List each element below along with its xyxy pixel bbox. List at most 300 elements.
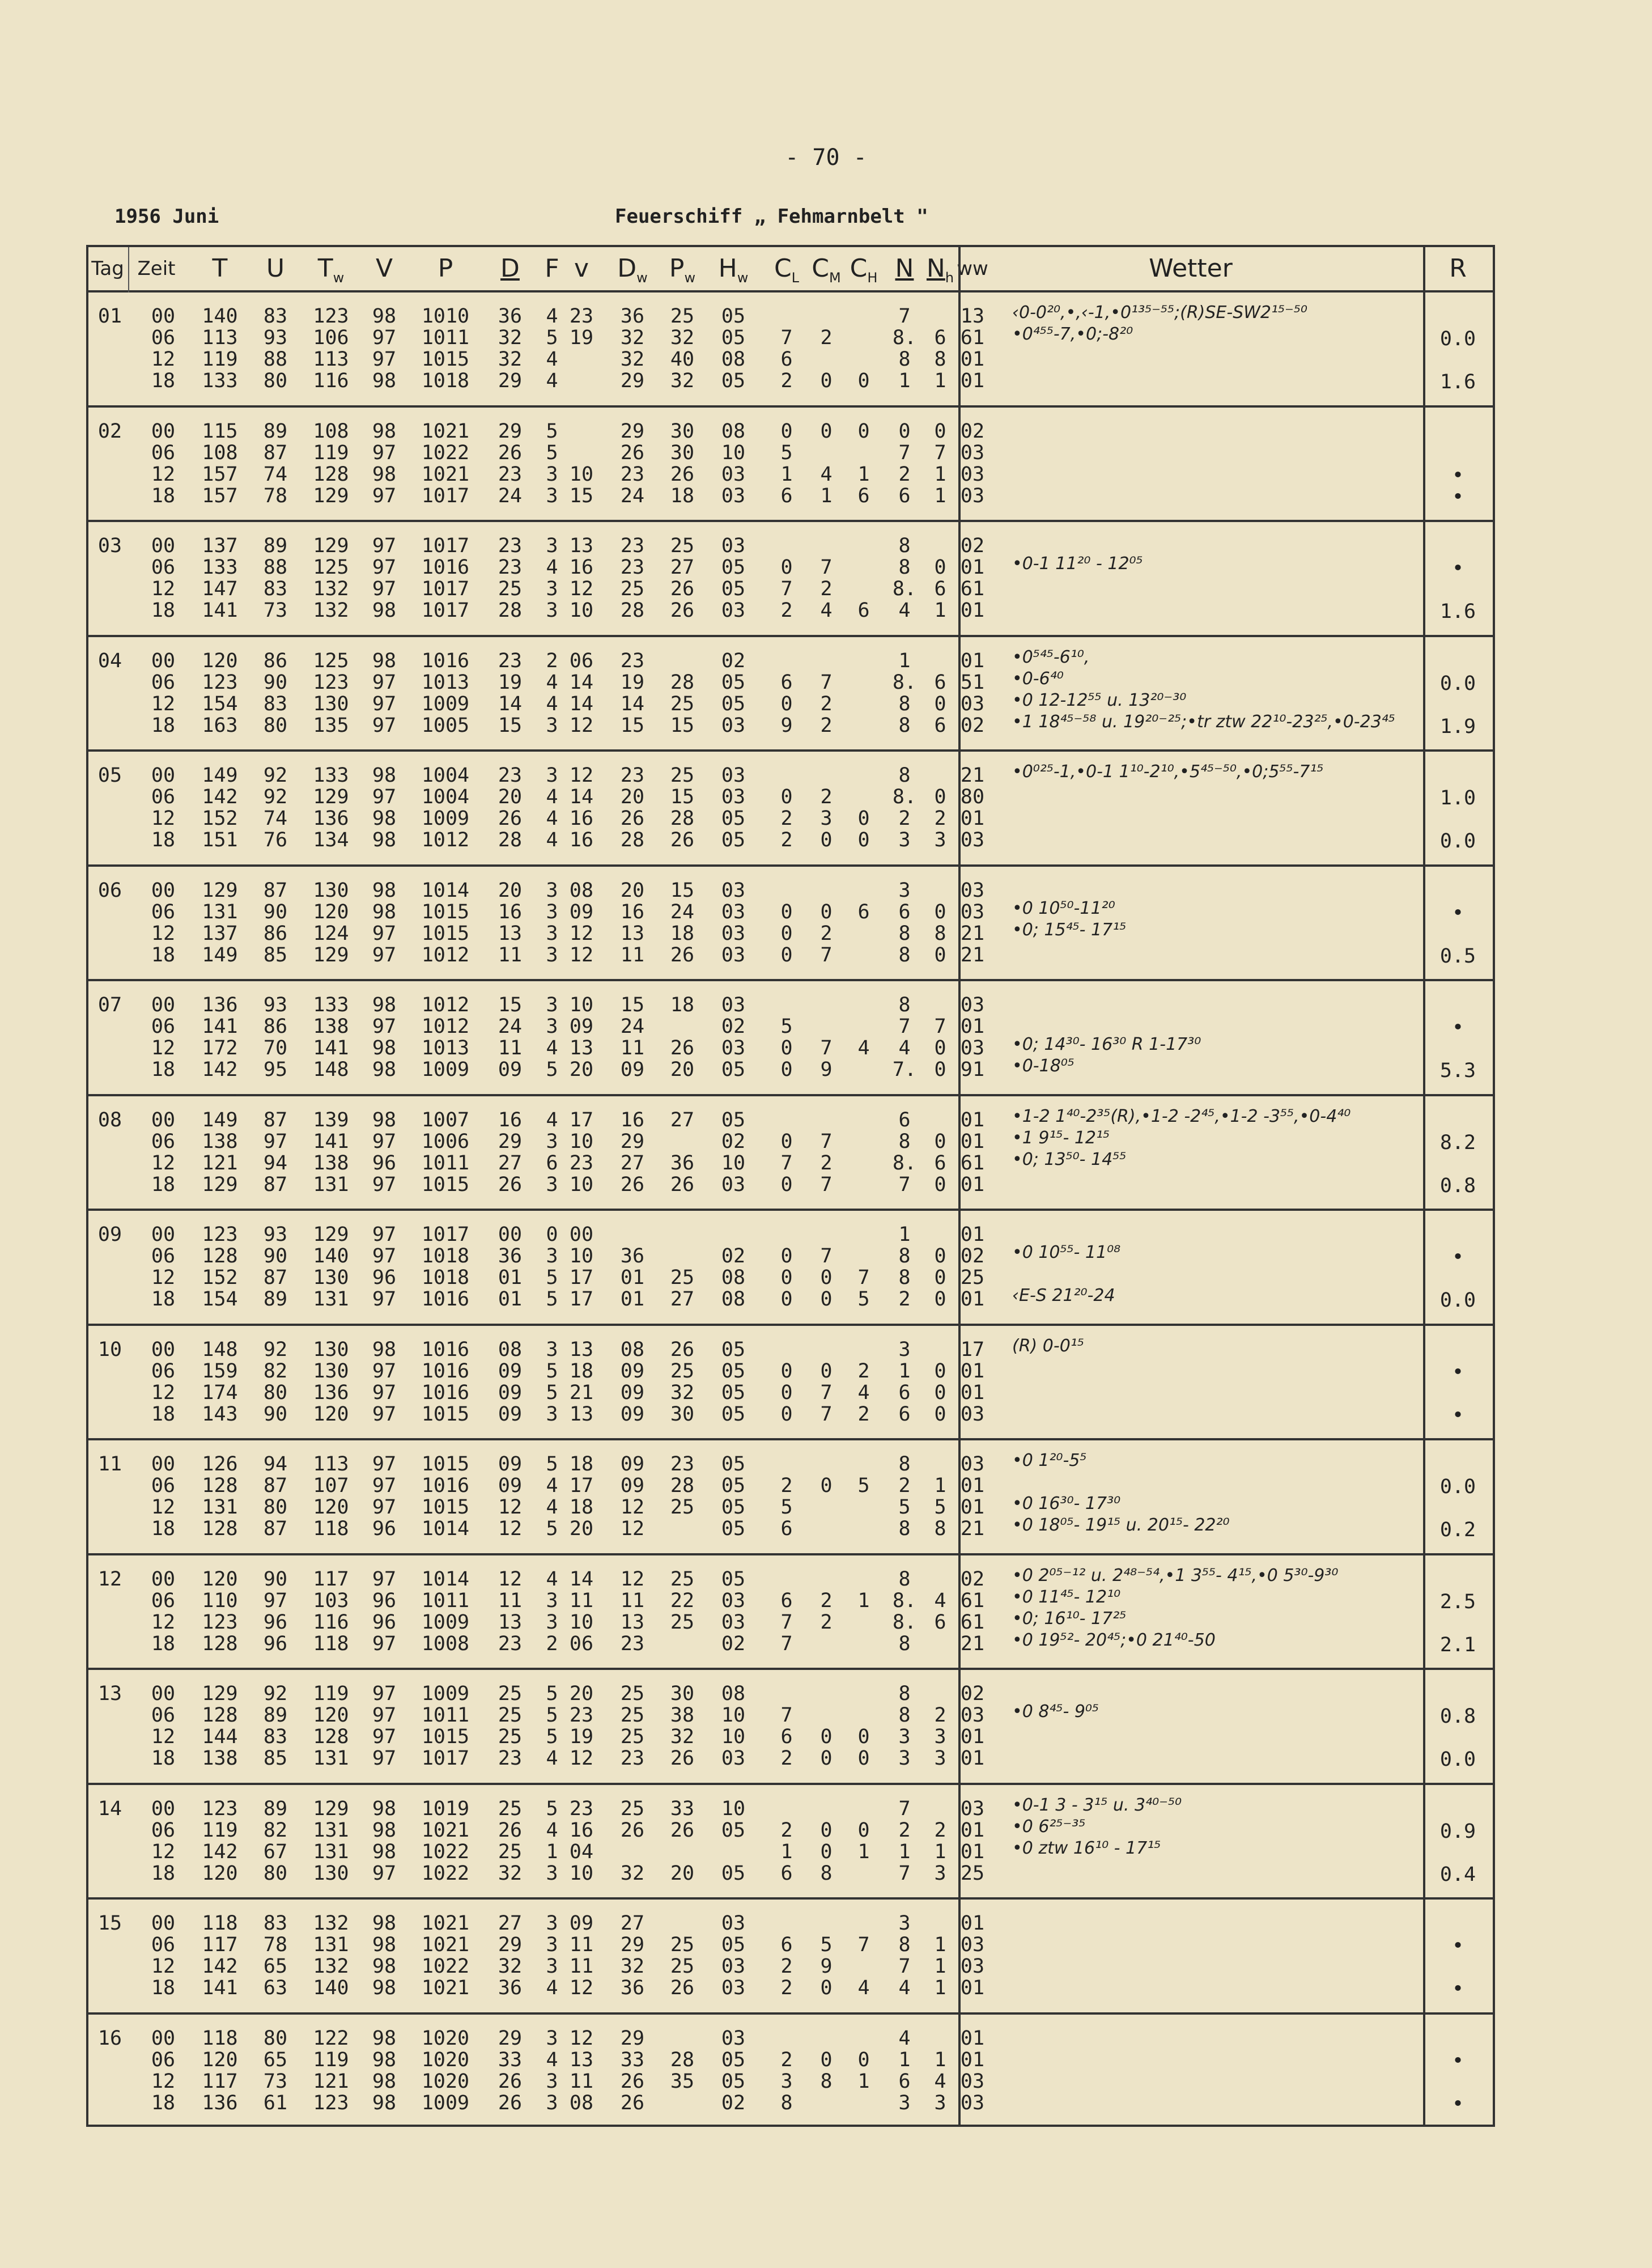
col-header-u: U [266, 254, 285, 283]
cell-v: 97 [372, 556, 397, 579]
day-block [88, 522, 1493, 637]
cell-nh: 2 [934, 1818, 946, 1842]
cell-d: 23 [498, 1632, 523, 1655]
cell-zeit: 06 [151, 556, 176, 579]
cell-zeit: 06 [151, 2048, 176, 2071]
cell-cl: 0 [780, 1245, 793, 1267]
cell-n: 1 [898, 2048, 911, 2071]
col-header-cl: $C_L$ [774, 254, 800, 286]
cell-dw: 24 [620, 1015, 645, 1038]
cell-v: 12 [569, 578, 594, 600]
cell-p: 1014 [421, 879, 470, 902]
cell-p: 1018 [421, 1266, 470, 1289]
cell-tw: 140 [313, 1977, 349, 1999]
cell-zeit: 18 [151, 484, 176, 507]
cell-v: 14 [569, 692, 594, 715]
cell-tw: 113 [313, 348, 349, 371]
cell-t: 172 [202, 1037, 238, 1059]
cell-f: 2 [546, 649, 558, 672]
cell-nh: 2 [934, 807, 946, 830]
cell-f: 4 [546, 2048, 558, 2071]
cell-ww: 25 [960, 1266, 985, 1289]
cell-zeit: 12 [151, 463, 176, 486]
cell-n: 3 [898, 1338, 911, 1361]
cell-p: 1022 [421, 1955, 470, 1978]
cell-hw: 08 [721, 419, 746, 443]
cell-tw: 122 [313, 2027, 349, 2050]
cell-u: 80 [263, 1381, 288, 1404]
cell-d: 20 [498, 879, 523, 902]
cell-d: 26 [498, 1173, 523, 1196]
cell-v: 19 [569, 1726, 594, 1748]
cell-v: 97 [372, 484, 397, 507]
cell-f: 4 [546, 671, 558, 694]
cell-dw: 09 [620, 1359, 645, 1383]
cell-pw: 32 [670, 370, 695, 392]
weather-note: •0 6²⁵⁻³⁵ [1012, 1816, 1086, 1837]
page-number: - 70 - [785, 145, 867, 171]
cell-cm: 8 [820, 2070, 833, 2093]
cell-zeit: 06 [151, 1474, 176, 1497]
cell-tw: 124 [313, 922, 349, 945]
cell-ww: 01 [960, 556, 985, 579]
cell-hw: 03 [721, 922, 746, 945]
cell-d: 26 [498, 2091, 523, 2114]
weather-note: •1 9¹⁵- 12¹⁵ [1012, 1127, 1110, 1148]
weather-note: •0 16³⁰- 17³⁰ [1012, 1494, 1121, 1514]
day-number: 06 [97, 879, 122, 902]
cell-f: 4 [546, 305, 558, 328]
cell-hw: 03 [721, 879, 746, 902]
cell-d: 09 [498, 1474, 523, 1497]
cell-v: 98 [372, 1977, 397, 1999]
cell-hw: 03 [721, 1173, 746, 1196]
col-header-n: N [895, 254, 914, 283]
cell-nh: 0 [934, 1130, 946, 1153]
cell-f: 5 [546, 419, 558, 443]
cell-hw: 05 [721, 829, 746, 851]
cell-dw: 26 [620, 441, 645, 464]
cell-p: 1016 [421, 556, 470, 579]
cell-p: 1011 [421, 327, 470, 349]
cell-nh: 1 [934, 1977, 946, 1999]
cell-n: 5 [898, 1496, 911, 1519]
cell-t: 138 [202, 1130, 238, 1153]
cell-t: 137 [202, 922, 238, 945]
cell-v: 97 [372, 714, 397, 737]
weather-note: ‹0-0²⁰,•,‹-1,•0¹³⁵⁻⁵⁵;(R)SE-SW2¹⁵⁻⁵⁰ [1012, 303, 1307, 323]
cell-f: 3 [546, 2027, 558, 2050]
cell-hw: 05 [721, 671, 746, 694]
day-block [88, 981, 1493, 1096]
cell-tw: 130 [313, 692, 349, 715]
cell-tw: 135 [313, 714, 349, 737]
cell-v: 96 [372, 1151, 397, 1175]
cell-p: 1007 [421, 1108, 470, 1131]
precipitation-value: 1.0 [1439, 787, 1476, 809]
day-block [88, 2015, 1493, 2130]
cell-cl: 0 [780, 1359, 793, 1383]
cell-v: 97 [372, 1015, 397, 1038]
cell-n: 8. [892, 1151, 917, 1175]
cell-t: 137 [202, 535, 238, 557]
cell-ch: 4 [857, 1381, 870, 1404]
cell-p: 1016 [421, 1288, 470, 1311]
cell-dw: 01 [620, 1288, 645, 1311]
cell-hw: 05 [721, 1934, 746, 1956]
cell-pw: 25 [670, 1359, 695, 1383]
cell-zeit: 18 [151, 1862, 176, 1885]
cell-pw: 28 [670, 2048, 695, 2071]
cell-hw: 05 [721, 1567, 746, 1591]
cell-p: 1021 [421, 463, 470, 486]
cell-ch: 1 [857, 463, 870, 486]
cell-v: 10 [569, 1173, 594, 1196]
cell-ww: 13 [960, 305, 985, 328]
cell-t: 149 [202, 1108, 238, 1131]
cell-hw: 08 [721, 348, 746, 371]
cell-v: 98 [372, 764, 397, 787]
cell-t: 128 [202, 1517, 238, 1540]
cell-nh: 1 [934, 463, 946, 486]
cell-v: 98 [372, 900, 397, 923]
cell-u: 83 [263, 305, 288, 328]
cell-ww: 03 [960, 1955, 985, 1978]
cell-u: 90 [263, 900, 288, 923]
cell-n: 8 [898, 943, 911, 966]
cell-hw: 03 [721, 764, 746, 787]
cell-u: 82 [263, 1359, 288, 1383]
cell-hw: 03 [721, 1912, 746, 1935]
cell-t: 120 [202, 1862, 238, 1885]
cell-hw: 05 [721, 1338, 746, 1361]
cell-v: 10 [569, 1130, 594, 1153]
cell-zeit: 00 [151, 764, 176, 787]
cell-tw: 125 [313, 649, 349, 672]
cell-zeit: 06 [151, 327, 176, 349]
cell-tw: 130 [313, 1266, 349, 1289]
cell-nh: 3 [934, 1862, 946, 1885]
cell-cl: 2 [780, 807, 793, 830]
cell-n: 7 [898, 1955, 911, 1978]
cell-cm: 0 [820, 370, 833, 392]
cell-f: 4 [546, 556, 558, 579]
cell-cm: 7 [820, 556, 833, 579]
cell-nh: 6 [934, 327, 946, 349]
cell-dw: 32 [620, 348, 645, 371]
cell-v: 16 [569, 829, 594, 851]
cell-f: 3 [546, 1015, 558, 1038]
weather-note: •0 19⁵²- 20⁴⁵;•0 21⁴⁰-50 [1012, 1630, 1216, 1650]
cell-f: 4 [546, 692, 558, 715]
cell-cm: 9 [820, 1955, 833, 1978]
cell-zeit: 18 [151, 370, 176, 392]
cell-cm: 0 [820, 1726, 833, 1748]
cell-zeit: 00 [151, 2027, 176, 2050]
cell-nh: 0 [934, 943, 946, 966]
cell-t: 154 [202, 1288, 238, 1311]
cell-t: 120 [202, 2048, 238, 2071]
cell-cl: 0 [780, 1058, 793, 1081]
cell-p: 1012 [421, 994, 470, 1016]
cell-ch: 6 [857, 484, 870, 507]
cell-v: 97 [372, 578, 397, 600]
cell-t: 136 [202, 994, 238, 1016]
cell-nh: 0 [934, 1245, 946, 1267]
weather-note: •0-1 3 - 3¹⁵ u. 3⁴⁰⁻⁵⁰ [1012, 1795, 1182, 1815]
cell-nh: 0 [934, 1173, 946, 1196]
cell-v: 96 [372, 1589, 397, 1612]
cell-p: 1009 [421, 692, 470, 715]
cell-zeit: 12 [151, 1726, 176, 1748]
cell-p: 1017 [421, 1747, 470, 1770]
cell-hw: 08 [721, 1266, 746, 1289]
cell-v: 06 [569, 1632, 594, 1655]
cell-p: 1010 [421, 305, 470, 328]
cell-pw: 15 [670, 879, 695, 902]
cell-pw: 28 [670, 807, 695, 830]
cell-d: 01 [498, 1288, 523, 1311]
cell-ww: 01 [960, 1359, 985, 1383]
cell-v: 97 [372, 943, 397, 966]
cell-cm: 0 [820, 829, 833, 851]
cell-d: 29 [498, 1130, 523, 1153]
cell-ww: 03 [960, 2091, 985, 2114]
cell-n: 6 [898, 2070, 911, 2093]
cell-v: 98 [372, 370, 397, 392]
cell-ww: 03 [960, 2070, 985, 2093]
cell-t: 151 [202, 829, 238, 851]
cell-dw: 36 [620, 305, 645, 328]
cell-tw: 119 [313, 441, 349, 464]
cell-v: 97 [372, 1704, 397, 1727]
cell-u: 86 [263, 649, 288, 672]
cell-t: 129 [202, 1173, 238, 1196]
cell-f: 3 [546, 994, 558, 1016]
precipitation-value: 0.0 [1439, 1289, 1476, 1312]
cell-t: 157 [202, 484, 238, 507]
cell-v: 98 [372, 419, 397, 443]
cell-hw: 03 [721, 463, 746, 486]
cell-p: 1011 [421, 1704, 470, 1727]
weather-note: •0 8⁴⁵- 9⁰⁵ [1012, 1702, 1099, 1722]
cell-tw: 131 [313, 1840, 349, 1863]
cell-zeit: 12 [151, 1266, 176, 1289]
cell-t: 142 [202, 786, 238, 808]
cell-nh: 0 [934, 786, 946, 808]
cell-u: 92 [263, 786, 288, 808]
cell-nh: 1 [934, 1840, 946, 1863]
cell-p: 1017 [421, 578, 470, 600]
cell-cm: 5 [820, 1934, 833, 1956]
cell-zeit: 18 [151, 1977, 176, 1999]
cell-zeit: 12 [151, 1496, 176, 1519]
cell-pw: 25 [670, 1266, 695, 1289]
cell-u: 87 [263, 1108, 288, 1131]
cell-hw: 05 [721, 578, 746, 600]
cell-t: 141 [202, 1977, 238, 1999]
day-number: 02 [97, 419, 122, 443]
cell-pw: 26 [670, 943, 695, 966]
cell-hw: 10 [721, 1704, 746, 1727]
cell-f: 3 [546, 1130, 558, 1153]
cell-zeit: 18 [151, 599, 176, 622]
cell-ww: 21 [960, 1632, 985, 1655]
cell-d: 29 [498, 1934, 523, 1956]
cell-v: 13 [569, 535, 594, 557]
cell-p: 1022 [421, 441, 470, 464]
cell-t: 131 [202, 1496, 238, 1519]
cell-pw: 33 [670, 1797, 695, 1820]
cell-ch: 1 [857, 2070, 870, 2093]
cell-tw: 129 [313, 1797, 349, 1820]
cell-n: 7 [898, 1862, 911, 1885]
cell-cm: 7 [820, 1245, 833, 1267]
cell-cm: 0 [820, 1818, 833, 1842]
cell-tw: 131 [313, 1173, 349, 1196]
day-number: 08 [97, 1108, 122, 1131]
cell-n: 2 [898, 1288, 911, 1311]
cell-t: 133 [202, 370, 238, 392]
cell-dw: 26 [620, 807, 645, 830]
cell-ww: 03 [960, 463, 985, 486]
cell-d: 25 [498, 1840, 523, 1863]
cell-t: 147 [202, 578, 238, 600]
precipitation-value: 0.0 [1439, 830, 1476, 853]
cell-t: 142 [202, 1058, 238, 1081]
cell-cl: 5 [780, 441, 793, 464]
day-number: 16 [97, 2027, 122, 2050]
cell-nh: 3 [934, 1726, 946, 1748]
cell-v: 10 [569, 463, 594, 486]
cell-tw: 121 [313, 2070, 349, 2093]
cell-v: 17 [569, 1288, 594, 1311]
table-header [88, 247, 1493, 292]
cell-zeit: 06 [151, 671, 176, 694]
cell-u: 87 [263, 1517, 288, 1540]
cell-u: 90 [263, 671, 288, 694]
cell-ch: 4 [857, 1037, 870, 1059]
weather-note: ‹E-S 21²⁰-24 [1012, 1286, 1115, 1305]
cell-cm: 2 [820, 922, 833, 945]
cell-f: 4 [546, 1037, 558, 1059]
cell-hw: 05 [721, 1496, 746, 1519]
cell-u: 93 [263, 327, 288, 349]
cell-v: 97 [372, 1130, 397, 1153]
cell-pw: 25 [670, 1934, 695, 1956]
cell-f: 3 [546, 1402, 558, 1426]
column-separator [958, 247, 961, 2125]
cell-cl: 0 [780, 1130, 793, 1153]
weather-note: •0-6⁴⁰ [1012, 668, 1064, 689]
cell-tw: 148 [313, 1058, 349, 1081]
day-number: 12 [97, 1567, 122, 1591]
cell-t: 120 [202, 649, 238, 672]
day-number: 04 [97, 649, 122, 672]
cell-f: 4 [546, 1567, 558, 1591]
cell-tw: 132 [313, 1955, 349, 1978]
cell-cl: 0 [780, 419, 793, 443]
cell-n: 8 [898, 1517, 911, 1540]
cell-v: 98 [372, 1108, 397, 1131]
cell-v: 98 [372, 1037, 397, 1059]
day-number: 11 [97, 1453, 122, 1476]
cell-pw: 25 [670, 692, 695, 715]
cell-d: 26 [498, 441, 523, 464]
day-block [88, 1900, 1493, 2015]
cell-v: 98 [372, 1338, 397, 1361]
cell-hw: 03 [721, 1747, 746, 1770]
weather-note: •0 10⁵⁵- 11⁰⁸ [1012, 1243, 1121, 1262]
cell-t: 110 [202, 1589, 238, 1612]
cell-nh: 7 [934, 441, 946, 464]
cell-cm: 7 [820, 1130, 833, 1153]
cell-v: 12 [569, 1977, 594, 1999]
cell-hw: 05 [721, 556, 746, 579]
cell-u: 73 [263, 599, 288, 622]
cell-f: 5 [546, 1726, 558, 1748]
cell-v: 23 [569, 1151, 594, 1175]
cell-tw: 128 [313, 463, 349, 486]
cell-ch: 1 [857, 1840, 870, 1863]
cell-cm: 0 [820, 1266, 833, 1289]
cell-nh: 1 [934, 2048, 946, 2071]
cell-p: 1011 [421, 1151, 470, 1175]
cell-ww: 25 [960, 1862, 985, 1885]
cell-tw: 129 [313, 1223, 349, 1246]
cell-f: 5 [546, 1682, 558, 1705]
cell-v: 06 [569, 649, 594, 672]
day-number: 09 [97, 1223, 122, 1246]
cell-dw: 25 [620, 1726, 645, 1748]
col-header-hw: $H_w$ [718, 254, 749, 286]
day-block [88, 1211, 1493, 1326]
cell-f: 4 [546, 829, 558, 851]
cell-d: 13 [498, 922, 523, 945]
cell-v: 98 [372, 2027, 397, 2050]
cell-dw: 29 [620, 419, 645, 443]
cell-n: 8 [898, 1934, 911, 1956]
cell-pw: 25 [670, 764, 695, 787]
cell-ww: 03 [960, 1037, 985, 1059]
cell-f: 4 [546, 1977, 558, 1999]
col-header-nh: $N_h$ [926, 254, 954, 286]
cell-dw: 16 [620, 1108, 645, 1131]
precipitation-value: 8.2 [1439, 1131, 1476, 1154]
cell-p: 1018 [421, 1245, 470, 1267]
cell-tw: 120 [313, 1402, 349, 1426]
cell-nh: 3 [934, 1747, 946, 1770]
cell-dw: 25 [620, 578, 645, 600]
cell-p: 1021 [421, 419, 470, 443]
cell-p: 1017 [421, 1223, 470, 1246]
cell-nh: 6 [934, 714, 946, 737]
cell-v: 97 [372, 1288, 397, 1311]
cell-zeit: 18 [151, 1288, 176, 1311]
cell-nh: 1 [934, 599, 946, 622]
precipitation-value: • [1451, 1978, 1464, 2000]
weather-note: (R) 0-0¹⁵ [1012, 1336, 1084, 1356]
cell-d: 26 [498, 1818, 523, 1842]
cell-pw: 35 [670, 2070, 695, 2093]
cell-nh: 0 [934, 1288, 946, 1311]
cell-zeit: 06 [151, 1704, 176, 1727]
cell-u: 96 [263, 1610, 288, 1634]
cell-f: 4 [546, 1496, 558, 1519]
cell-tw: 116 [313, 1610, 349, 1634]
precipitation-value: • [1451, 1935, 1464, 1957]
cell-zeit: 12 [151, 807, 176, 830]
